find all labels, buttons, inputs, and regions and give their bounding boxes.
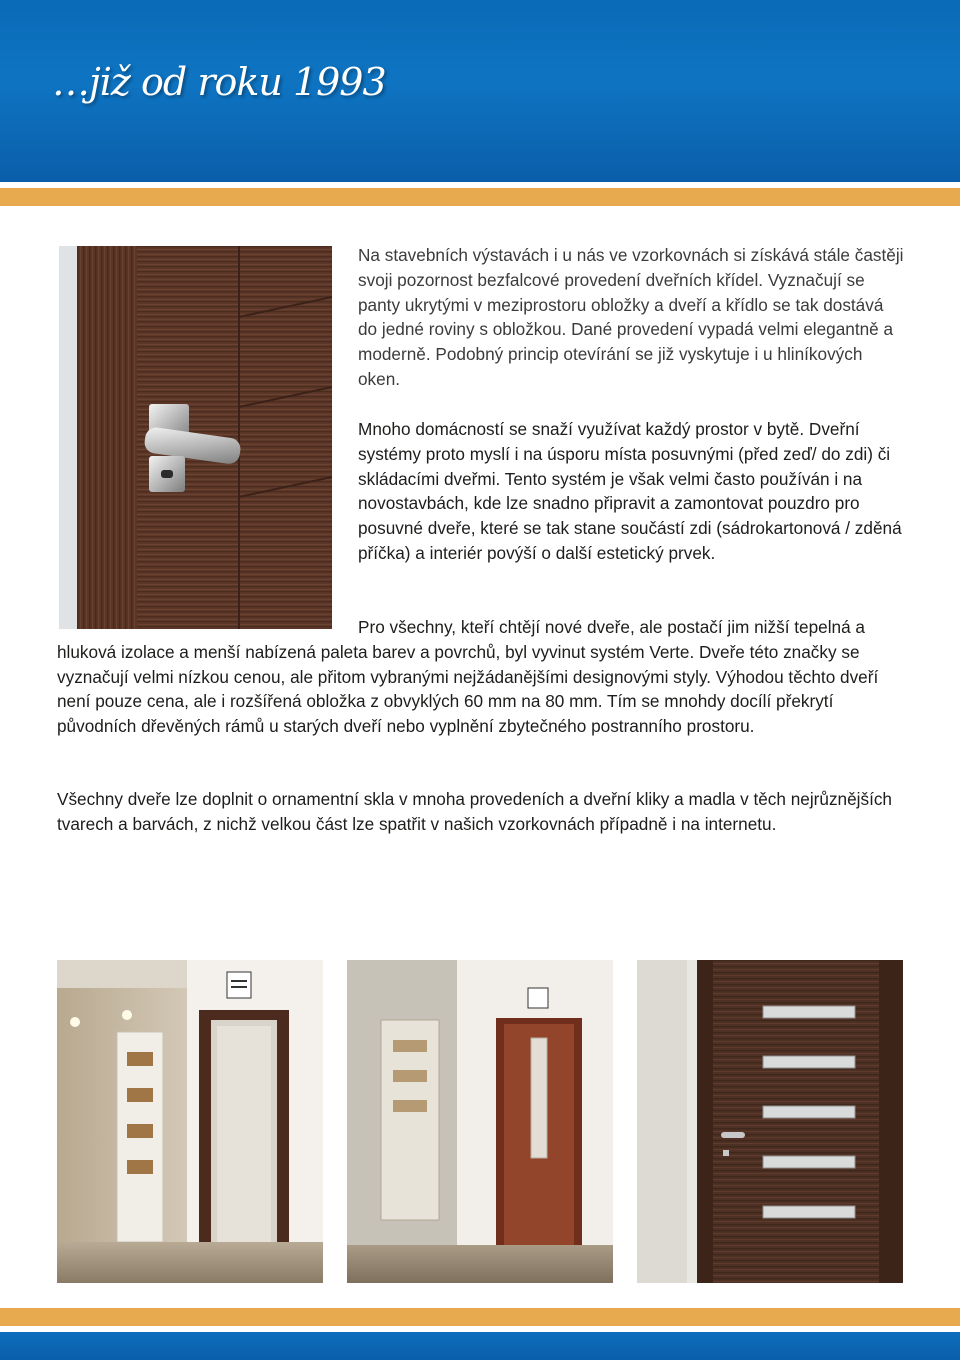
showroom-door-photo-1	[57, 960, 323, 1283]
showroom-door-photo-2	[347, 960, 613, 1283]
paragraph-1: Na stavebních výstavách i u nás ve vzorkovnách si získává stále častěji svoji pozornost bezfalcové provedení dveřních křídel. Vyznačují se panty ukrytými v meziprostoru obložky a dveří a křídlo se tak dostává do jedné roviny s obložkou. Dané provedení vypadá velmi elegantně a moderně. Podobný princip otevírání se již vyskytuje i u hliníkových oken.	[358, 245, 904, 389]
footer-band	[0, 1332, 960, 1360]
paragraph-4: Všechny dveře lze doplnit o ornamentní skla v mnoha provedeních a dveřní kliky a madla v těch nejrůznějších tvarech a barvách, z nichž velkou část lze spatřit v našich vzorkovnách případně i na internetu.	[57, 789, 892, 834]
footer-divider-gold	[0, 1308, 960, 1326]
header-title: …již od roku 1993	[52, 60, 386, 104]
header-banner	[0, 0, 960, 182]
paragraph-2: Mnoho domácností se snaží využívat každý prostor v bytě. Dveřní systémy proto myslí i na úsporu místa posuvnými (před zeď/ do zdi) či skládacími dveřmi. Tento systém je však velmi často používán i na novostavbách, kde lze snadno připravit a zamontovat pouzdro pro posuvné dveře, které se tak stane součástí zdi (sádrokartonová / zděná příčka) a interiér povýší o další estetický prvek.	[358, 419, 902, 563]
door-handle-photo	[59, 246, 332, 629]
header-divider-gold	[0, 188, 960, 206]
paragraph-3: Pro všechny, kteří chtějí nové dveře, ale postačí jim nižší tepelná a hluková izolace a menší nabízená paleta barev a povrchů, byl vyvinut systém Verte. Dveře této značky se vyznačují velmi nízkou cenou, ale přitom vybranými nejžádanějšími designovými styly. Výhodou těchto dveří není pouze cena, ale i rozšířená obložka z obvyklých 60 mm na 80 mm. Tím se mnohdy docílí překrytí původních dřevěných rámů u starých dveří nebo vyplnění zbytečného postranního prostoru.	[57, 617, 879, 737]
door-photo-3	[637, 960, 903, 1283]
